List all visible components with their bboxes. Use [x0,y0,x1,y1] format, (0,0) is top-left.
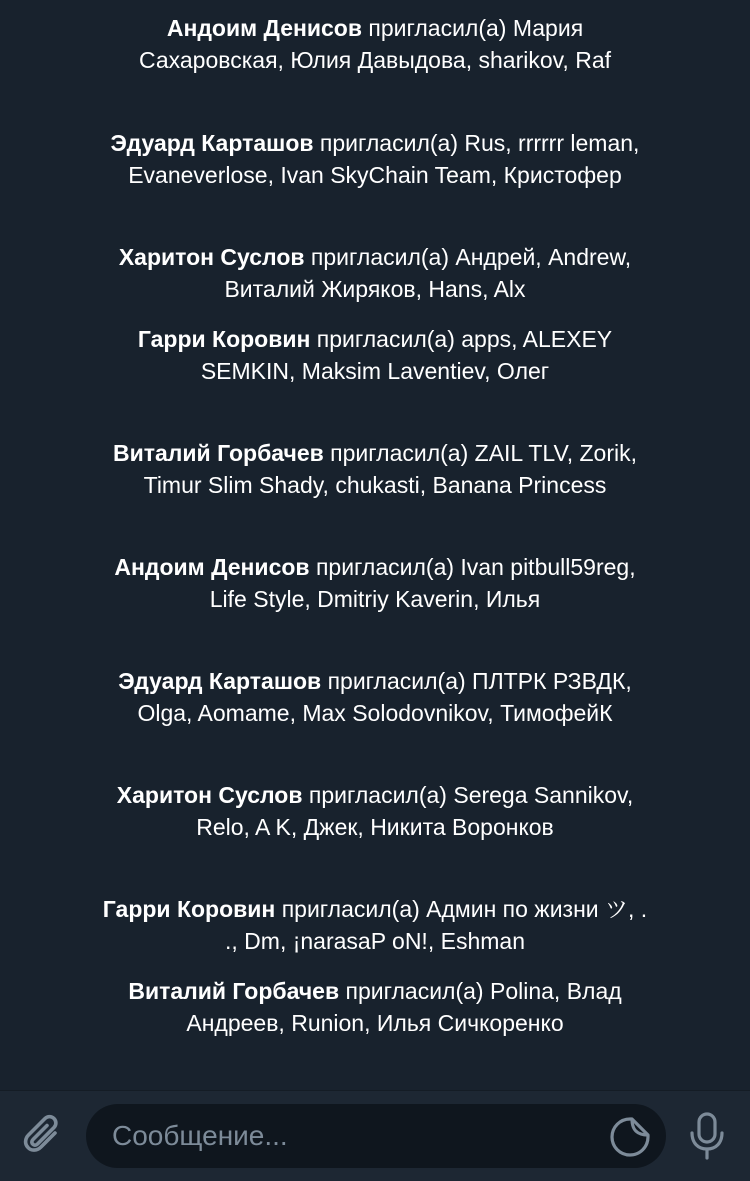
message-text: пригласил(а) Rus, rrrrrr leman, Evaneverlose, Ivan SkyChain Team, Кристофер [128,130,640,188]
sticker-button[interactable] [608,1115,652,1159]
message-actor[interactable]: Андоим Денисов [114,554,310,580]
message-text: пригласил(а) Polina, Влад Андреев, Runion, Илья Сичкоренко [186,978,622,1036]
service-message [100,437,650,501]
message-actor[interactable]: Эдуард Карташов [110,130,314,156]
microphone-icon [684,1111,730,1161]
message-actor[interactable]: Гарри Коровин [137,326,311,352]
service-message [100,551,650,615]
service-message [100,127,650,191]
message-text: пригласил(а) ПЛТРК РЗВДК, Olga, Aomame, Max Solodovnikov, ТимофейК [137,668,632,726]
message-text: пригласил(а) apps, ALEXEY SEMKIN, Maksim Laventiev, Олег [200,326,613,384]
message-composer [0,1090,750,1181]
message-input[interactable] [112,1104,592,1168]
service-message [100,12,650,76]
service-message [100,779,650,843]
message-text: пригласил(а) Андрей, Andrew, Виталий Жиряков, Hans, Alx [224,244,632,302]
message-actor[interactable]: Андоим Денисов [166,15,362,41]
message-text: пригласил(а) Serega Sannikov, Relo, A K, Джек, Никита Воронков [196,782,634,840]
message-actor[interactable]: Виталий Горбачев [128,978,340,1004]
message-text: пригласил(а) ZAIL TLV, Zorik, Timur Slim Shady, chukasti, Banana Princess [143,440,637,498]
sticker-icon [608,1115,652,1159]
paperclip-icon [19,1112,67,1160]
message-text: пригласил(а) Админ по жизни ツ, . ., Dm, ¡narasaP oN!, Eshman [225,896,648,954]
message-input-wrapper [86,1104,666,1168]
service-message [100,893,650,957]
message-actor[interactable]: Эдуард Карташов [118,668,322,694]
message-actor[interactable]: Харитон Суслов [118,244,305,270]
attach-button[interactable] [19,1112,67,1160]
message-actor[interactable]: Харитон Суслов [116,782,303,808]
service-message [100,975,650,1039]
service-message [100,241,650,305]
service-message [100,665,650,729]
voice-message-button[interactable] [684,1111,730,1161]
message-actor[interactable]: Виталий Горбачев [113,440,324,466]
message-text: пригласил(а) Мария Сахаровская, Юлия Давыдова, sharikov, Raf [138,15,612,73]
message-text: пригласил(а) Ivan pitbull59reg, Life Style, Dmitriy Kaverin, Илья [209,554,636,612]
message-actor[interactable]: Гарри Коровин [102,896,276,922]
service-message [100,323,650,387]
